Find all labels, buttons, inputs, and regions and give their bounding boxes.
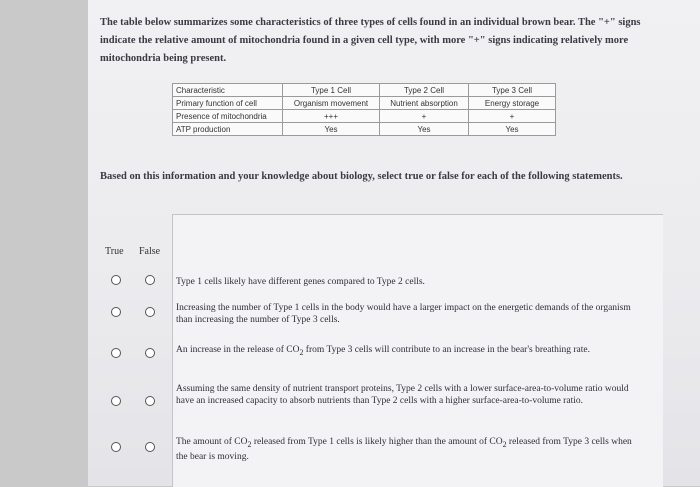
table-cell: Yes	[380, 123, 469, 136]
statement-4-text: Assuming the same density of nutrient transport proteins, Type 2 cells with a lower surface-area-to-volume ratio would have an increased capacity to absorb nutrients than Type 2 cells with a higher surface-area-to-volume ratio.	[176, 384, 629, 406]
table-header: Type 3 Cell	[469, 84, 556, 97]
table-row	[173, 123, 556, 136]
cell-characteristics-table	[172, 83, 556, 136]
statement-1-text: Type 1 cells likely have different genes compared to Type 2 cells.	[176, 277, 425, 287]
table-cell: +++	[283, 110, 380, 123]
statement-3-false-radio[interactable]	[145, 348, 155, 358]
co2-subscript: 2	[502, 439, 507, 449]
table-cell: Yes	[469, 123, 556, 136]
table-header: Type 2 Cell	[380, 84, 469, 97]
question-prompt: Based on this information and your knowledge about biology, select true or false for each of the following statements.	[100, 171, 623, 182]
statement-4-true-radio[interactable]	[111, 396, 121, 406]
table-row	[173, 110, 556, 123]
table-header: Characteristic	[173, 84, 283, 97]
statement-2-true-radio[interactable]	[111, 307, 121, 317]
statement-5-text: The amount of $CO_2$ released from Type 1 cells is likely higher than the amount of $CO_2$ released from Type 3 cells when the bear is moving.	[176, 437, 632, 462]
intro-paragraph: The table below summarizes some characteristics of three types of cells found in an individual brown bear. The "+" signs indicate the relative amount of mitochondria found in a given cell type, with more "+" signs indicating relatively more mitochondria being present.	[100, 17, 641, 64]
table-header-row	[173, 84, 556, 97]
table-cell: Organism movement	[283, 97, 380, 110]
statement-5-false-radio[interactable]	[145, 442, 155, 452]
table-cell: Presence of mitochondria	[173, 110, 283, 123]
table-cell: Primary function of cell	[173, 97, 283, 110]
statement-1-false-radio[interactable]	[145, 275, 155, 285]
co2-subscript: 2	[247, 439, 252, 449]
statement-3-text: An increase in the release of $CO_2$ from Type 3 cells will contribute to an increase in the bear's breathing rate.	[176, 345, 590, 357]
statement-5-true-radio[interactable]	[111, 442, 121, 452]
table-cell: +	[469, 110, 556, 123]
true-column-header: True	[105, 246, 124, 257]
co2-subscript: 2	[299, 347, 304, 357]
false-column-header: False	[139, 246, 161, 257]
statement-2-text: Increasing the number of Type 1 cells in the body would have a larger impact on the energetic demands of the organism than increasing the number of Type 3 cells.	[176, 303, 631, 325]
table-cell: Energy storage	[469, 97, 556, 110]
table-header: Type 1 Cell	[283, 84, 380, 97]
statement-3-true-radio[interactable]	[111, 348, 121, 358]
statement-1-true-radio[interactable]	[111, 275, 121, 285]
table-cell: +	[380, 110, 469, 123]
table-cell: Yes	[283, 123, 380, 136]
table-row	[173, 97, 556, 110]
table-cell: ATP production	[173, 123, 283, 136]
table-cell: Nutrient absorption	[380, 97, 469, 110]
statement-2-false-radio[interactable]	[145, 307, 155, 317]
statement-4-false-radio[interactable]	[145, 396, 155, 406]
